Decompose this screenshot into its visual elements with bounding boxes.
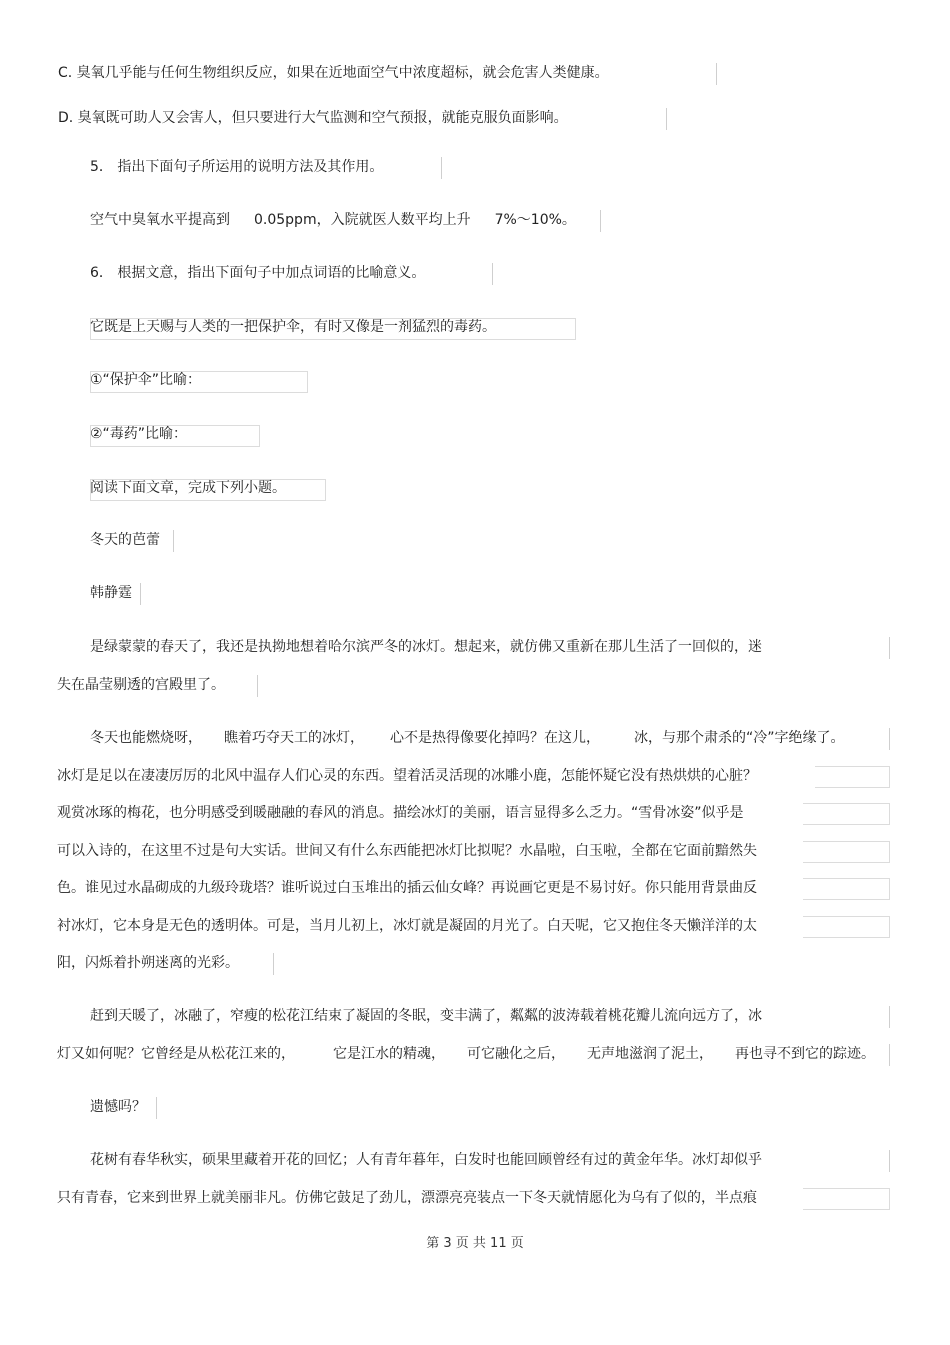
line-divider [173, 530, 174, 552]
sentence-part: 0.05ppm，入院就医人数平均上升 [254, 212, 471, 228]
line-divider [889, 728, 890, 750]
text-segment: 冰，与那个肃杀的“冷”字绝缘了。 [634, 730, 845, 746]
line-frame [803, 841, 890, 863]
option-c: C. 臭氧几乎能与任何生物组织反应，如果在近地面空气中浓度超标，就会危害人类健康。 [58, 65, 609, 81]
paragraph-2-line: 阳，闪烁着扑朔迷离的光彩。 [57, 955, 239, 971]
text-segment: 可它融化之后， [467, 1046, 565, 1062]
sentence-part: 7%～10%。 [494, 212, 576, 228]
line-divider [889, 1006, 890, 1028]
question-5-sentence [90, 210, 576, 230]
question-6-sentence: 它既是上天赐与人类的一把保护伞，有时又像是一剂猛烈的毒药。 [90, 319, 496, 335]
paragraph-2-line: 冰灯是足以在凄凄厉厉的北风中温存人们心灵的东西。望着活灵活现的冰雕小鹿，怎能怀疑它没有热烘烘的心脏？ [57, 768, 757, 784]
paragraph-5-line: 花树有春华秋实，硕果里藏着开花的回忆；人有青年暮年，白发时也能回顾曾经有过的黄金年华。冰灯却似乎 [90, 1152, 762, 1168]
paragraph-3-line: 赶到天暖了，冰融了，窄瘦的松花江结束了凝固的冬眠，变丰满了，粼粼的波涛载着桃花瓣儿流向远方了，冰 [90, 1008, 762, 1024]
paragraph-2-line: 衬冰灯，它本身是无色的透明体。可是，当月儿初上，冰灯就是凝固的月光了。白天呢，它又抱住冬天懒洋洋的太 [57, 918, 757, 934]
line-divider [716, 63, 717, 85]
text-segment: 冬天也能燃烧呀， [90, 730, 202, 746]
line-divider [889, 637, 890, 659]
paragraph-3-line [57, 1044, 875, 1064]
article-author: 韩静霆 [90, 585, 132, 601]
line-frame [803, 803, 890, 825]
line-divider [273, 953, 274, 975]
paragraph-2-line: 观赏冰琢的梅花，也分明感受到暖融融的春风的消息。描绘冰灯的美丽，语言显得多么乏力。“雪骨冰姿”似乎是 [57, 805, 744, 821]
line-frame [803, 1188, 890, 1210]
paragraph-2-line: 可以入诗的，在这里不过是句大实话。世间又有什么东西能把冰灯比拟呢？水晶啦，白玉啦，全都在它面前黯然失 [57, 843, 757, 859]
text-segment: 再也寻不到它的踪迹。 [735, 1046, 875, 1062]
text-segment: 灯又如何呢？它曾经是从松花江来的， [57, 1046, 295, 1062]
paragraph-2-line [90, 728, 845, 748]
line-divider [140, 583, 141, 605]
text-segment: 心不是热得像要化掉吗？在这儿， [390, 730, 600, 746]
paragraph-1-line: 是绿蒙蒙的春天了，我还是执拗地想着哈尔滨严冬的冰灯。想起来，就仿佛又重新在那儿生活了一回似的，迷 [90, 639, 762, 655]
option-d: D. 臭氧既可助人又会害人，但只要进行大气监测和空气预报，就能克服负面影响。 [58, 110, 568, 126]
text-segment: 瞧着巧夺天工的冰灯， [224, 730, 364, 746]
page-number: 第 3 页 共 11 页 [426, 1236, 524, 1251]
line-frame [803, 878, 890, 900]
question-6-item-2: ②“毒药”比喻： [90, 426, 188, 442]
line-frame [803, 916, 890, 938]
paragraph-5-line: 只有青春，它来到世界上就美丽非凡。仿佛它鼓足了劲儿，漂漂亮亮装点一下冬天就情愿化为乌有了似的，半点痕 [57, 1190, 757, 1206]
line-frame [815, 766, 890, 788]
line-divider [666, 108, 667, 130]
line-divider [257, 675, 258, 697]
reading-instruction: 阅读下面文章，完成下列小题。 [90, 480, 286, 496]
line-divider [156, 1097, 157, 1119]
line-divider [889, 1150, 890, 1172]
paragraph-1-line: 失在晶莹剔透的宫殿里了。 [57, 677, 225, 693]
paragraph-4: 遗憾吗？ [90, 1099, 146, 1115]
article-title: 冬天的芭蕾 [90, 532, 160, 548]
line-divider [600, 210, 601, 232]
question-5-prompt: 5． 指出下面句子所运用的说明方法及其作用。 [90, 159, 384, 175]
line-divider [441, 157, 442, 179]
question-6-item-1: ①“保护伞”比喻： [90, 372, 202, 388]
line-divider [889, 1044, 890, 1066]
line-divider [492, 263, 493, 285]
sentence-part: 空气中臭氧水平提高到 [90, 212, 230, 228]
text-segment: 它是江水的精魂， [333, 1046, 445, 1062]
text-segment: 无声地滋润了泥土， [587, 1046, 713, 1062]
paragraph-2-line: 色。谁见过水晶砌成的九级玲珑塔？谁听说过白玉堆出的插云仙女峰？再说画它更是不易讨好。你只能用背景曲反 [57, 880, 757, 896]
question-6-prompt: 6． 根据文意，指出下面句子中加点词语的比喻意义。 [90, 265, 426, 281]
